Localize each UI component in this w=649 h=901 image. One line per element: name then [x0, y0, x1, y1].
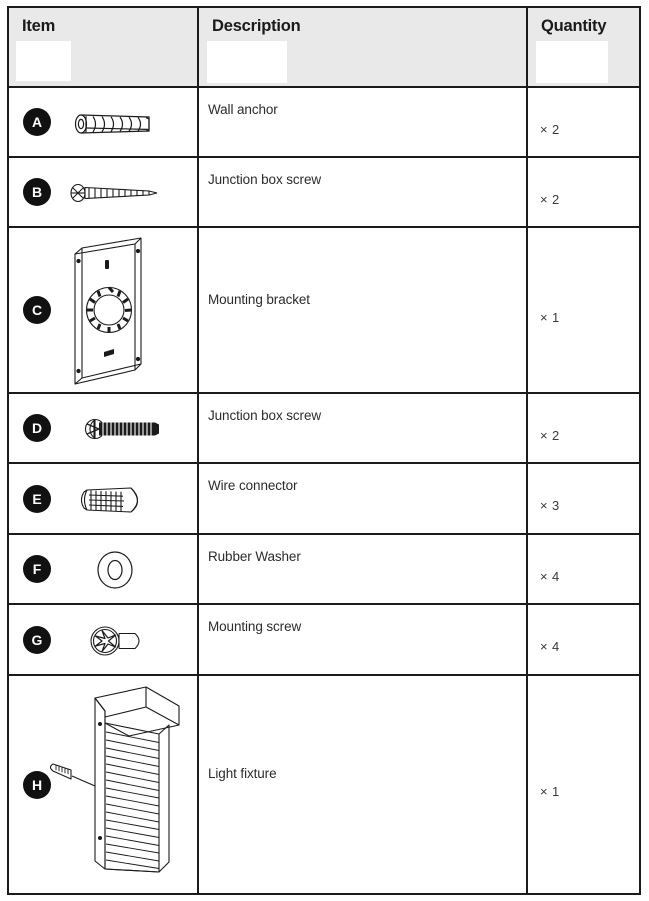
cell-quantity: [526, 158, 643, 226]
cell-quantity: [526, 88, 643, 156]
description-text: Light fixture: [208, 766, 277, 781]
description-text: Junction box screw: [208, 408, 322, 423]
description-text: Mounting screw: [208, 619, 302, 634]
quantity-text: × 2: [540, 192, 560, 207]
cell-quantity: [526, 228, 643, 392]
cell-description: [197, 394, 526, 462]
header-white-patch-quantity: [536, 41, 608, 83]
column-header-item: [9, 8, 197, 86]
quantity-text: × 2: [540, 122, 560, 137]
table-row: [9, 676, 639, 893]
table-row: [9, 535, 639, 605]
cell-description: [197, 464, 526, 533]
cell-quantity: [526, 464, 643, 533]
item-badge-d: D: [23, 414, 51, 442]
cell-description: [197, 605, 526, 674]
column-header-description-label: Description: [212, 17, 301, 35]
column-header-quantity-label: Quantity: [541, 17, 607, 35]
item-badge-c: C: [23, 296, 51, 324]
description-text: Rubber Washer: [208, 549, 301, 564]
table-row: [9, 88, 639, 158]
cell-item: [9, 228, 197, 392]
cell-item: [9, 535, 197, 603]
quantity-text: × 4: [540, 569, 560, 584]
item-badge-b: B: [23, 178, 51, 206]
quantity-text: × 1: [540, 310, 560, 325]
description-text: Junction box screw: [208, 172, 322, 187]
description-text: Wall anchor: [208, 102, 278, 117]
cell-description: [197, 535, 526, 603]
item-badge-f: F: [23, 555, 51, 583]
item-badge-g: G: [23, 626, 51, 654]
item-badge-e: E: [23, 485, 51, 513]
item-badge-a: A: [23, 108, 51, 136]
cell-description: [197, 676, 526, 893]
description-text: Wire connector: [208, 478, 298, 493]
cell-item: [9, 464, 197, 533]
table-row: [9, 158, 639, 228]
cell-quantity: [526, 394, 643, 462]
header-white-patch-description: [207, 41, 287, 83]
cell-description: [197, 228, 526, 392]
parts-list-table: [7, 6, 641, 895]
table-row: [9, 394, 639, 464]
table-row: [9, 228, 639, 394]
cell-item: [9, 88, 197, 156]
table-header-row: [9, 8, 639, 88]
quantity-text: × 3: [540, 498, 560, 513]
cell-quantity: [526, 676, 643, 893]
cell-item: [9, 676, 197, 893]
column-header-item-label: Item: [22, 17, 56, 35]
quantity-text: × 2: [540, 428, 560, 443]
quantity-text: × 1: [540, 784, 560, 799]
table-row: [9, 464, 639, 535]
column-header-description: [197, 8, 526, 86]
cell-quantity: [526, 535, 643, 603]
header-white-patch-item: [16, 41, 71, 81]
cell-description: [197, 158, 526, 226]
column-header-quantity: [526, 8, 643, 86]
cell-quantity: [526, 605, 643, 674]
cell-item: [9, 605, 197, 674]
description-text: Mounting bracket: [208, 292, 310, 307]
cell-item: [9, 394, 197, 462]
table-row: [9, 605, 639, 676]
cell-item: [9, 158, 197, 226]
item-badge-h: H: [23, 771, 51, 799]
quantity-text: × 4: [540, 639, 560, 654]
cell-description: [197, 88, 526, 156]
